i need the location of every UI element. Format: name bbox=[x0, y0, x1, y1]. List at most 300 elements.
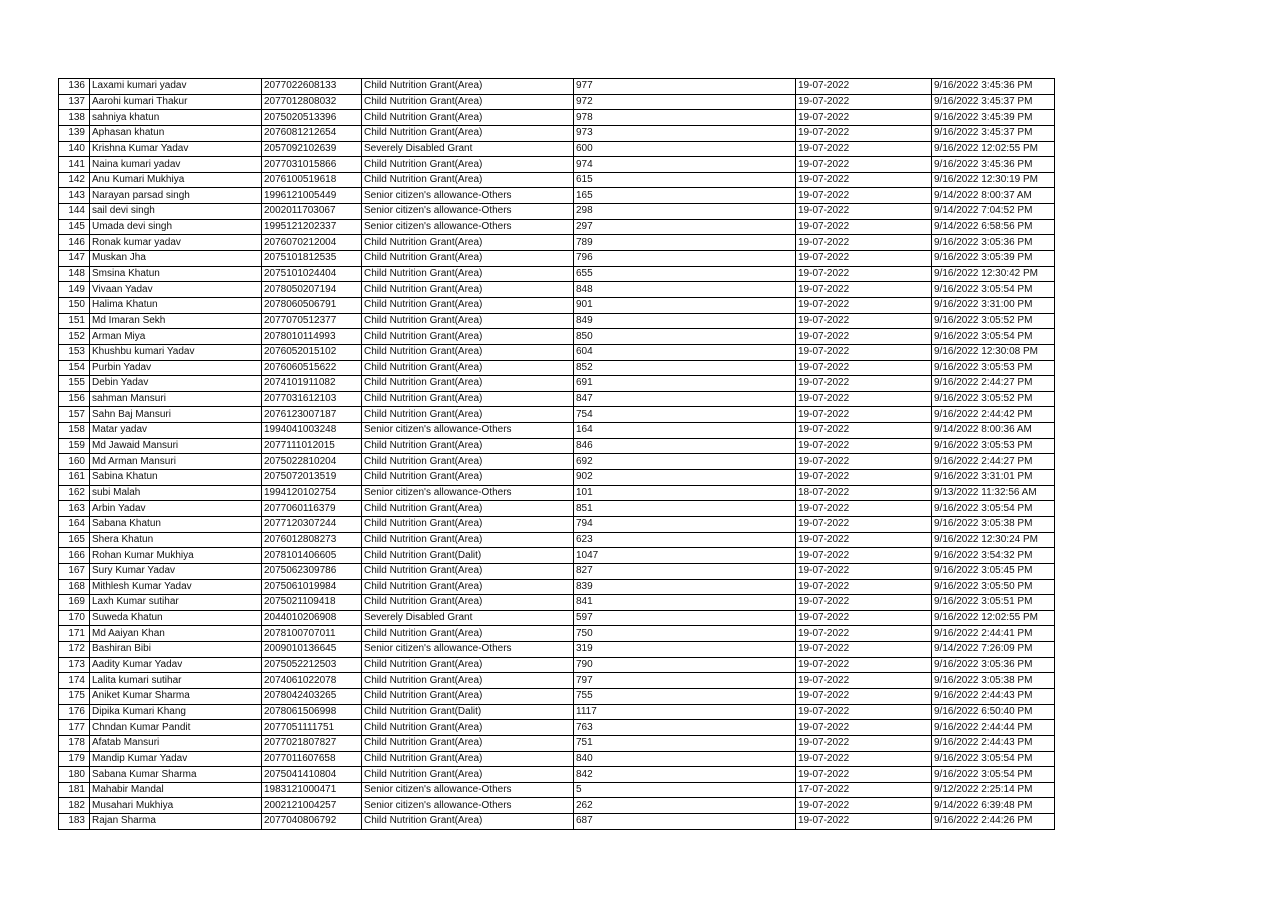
timestamp-cell: 9/14/2022 7:26:09 PM bbox=[932, 642, 1055, 658]
name-cell: Purbin Yadav bbox=[90, 360, 262, 376]
grant-type-cell: Child Nutrition Grant(Area) bbox=[362, 391, 574, 407]
id-number-cell: 2075020513396 bbox=[262, 110, 362, 126]
timestamp-cell: 9/16/2022 12:30:08 PM bbox=[932, 344, 1055, 360]
name-cell: Smsina Khatun bbox=[90, 266, 262, 282]
serial-number-cell: 171 bbox=[59, 626, 90, 642]
timestamp-cell: 9/16/2022 12:02:55 PM bbox=[932, 610, 1055, 626]
serial-number-cell: 172 bbox=[59, 642, 90, 658]
date-cell: 19-07-2022 bbox=[796, 814, 932, 830]
table-row bbox=[59, 157, 1055, 173]
grant-type-cell: Child Nutrition Grant(Area) bbox=[362, 125, 574, 141]
timestamp-cell: 9/16/2022 2:44:26 PM bbox=[932, 814, 1055, 830]
timestamp-cell: 9/16/2022 3:05:38 PM bbox=[932, 516, 1055, 532]
grant-type-cell: Child Nutrition Grant(Area) bbox=[362, 235, 574, 251]
serial-number-cell: 174 bbox=[59, 673, 90, 689]
grant-type-cell: Child Nutrition Grant(Dalit) bbox=[362, 704, 574, 720]
date-cell: 19-07-2022 bbox=[796, 720, 932, 736]
grant-type-cell: Severely Disabled Grant bbox=[362, 141, 574, 157]
grant-type-cell: Child Nutrition Grant(Area) bbox=[362, 251, 574, 267]
name-cell: Narayan parsad singh bbox=[90, 188, 262, 204]
grant-type-cell: Senior citizen's allowance-Others bbox=[362, 423, 574, 439]
serial-number-cell: 158 bbox=[59, 423, 90, 439]
timestamp-cell: 9/16/2022 3:45:36 PM bbox=[932, 79, 1055, 95]
table-row bbox=[59, 172, 1055, 188]
name-cell: Rohan Kumar Mukhiya bbox=[90, 548, 262, 564]
id-number-cell: 2076100519618 bbox=[262, 172, 362, 188]
grant-type-cell: Child Nutrition Grant(Area) bbox=[362, 282, 574, 298]
name-cell: Sabana Kumar Sharma bbox=[90, 767, 262, 783]
table-row bbox=[59, 767, 1055, 783]
id-number-cell: 2076123007187 bbox=[262, 407, 362, 423]
table-row bbox=[59, 297, 1055, 313]
name-cell: Khushbu kumari Yadav bbox=[90, 344, 262, 360]
table-row bbox=[59, 688, 1055, 704]
date-cell: 19-07-2022 bbox=[796, 579, 932, 595]
serial-number-cell: 145 bbox=[59, 219, 90, 235]
timestamp-cell: 9/16/2022 3:05:52 PM bbox=[932, 313, 1055, 329]
table-row bbox=[59, 485, 1055, 501]
amount-cell: 827 bbox=[574, 563, 796, 579]
date-cell: 19-07-2022 bbox=[796, 563, 932, 579]
id-number-cell: 2077031612103 bbox=[262, 391, 362, 407]
date-cell: 19-07-2022 bbox=[796, 595, 932, 611]
id-number-cell: 2009010136645 bbox=[262, 642, 362, 658]
id-number-cell: 2075021109418 bbox=[262, 595, 362, 611]
date-cell: 19-07-2022 bbox=[796, 219, 932, 235]
name-cell: Lalita kumari sutihar bbox=[90, 673, 262, 689]
grant-type-cell: Child Nutrition Grant(Area) bbox=[362, 313, 574, 329]
id-number-cell: 2076012808273 bbox=[262, 532, 362, 548]
amount-cell: 1117 bbox=[574, 704, 796, 720]
records-table-body bbox=[59, 79, 1055, 830]
table-row bbox=[59, 657, 1055, 673]
amount-cell: 691 bbox=[574, 376, 796, 392]
timestamp-cell: 9/16/2022 3:45:39 PM bbox=[932, 110, 1055, 126]
timestamp-cell: 9/16/2022 3:05:45 PM bbox=[932, 563, 1055, 579]
id-number-cell: 2078050207194 bbox=[262, 282, 362, 298]
date-cell: 19-07-2022 bbox=[796, 141, 932, 157]
date-cell: 19-07-2022 bbox=[796, 704, 932, 720]
serial-number-cell: 180 bbox=[59, 767, 90, 783]
table-row bbox=[59, 454, 1055, 470]
name-cell: Sahn Baj Mansuri bbox=[90, 407, 262, 423]
amount-cell: 687 bbox=[574, 814, 796, 830]
table-row bbox=[59, 204, 1055, 220]
amount-cell: 850 bbox=[574, 329, 796, 345]
table-row bbox=[59, 344, 1055, 360]
serial-number-cell: 168 bbox=[59, 579, 90, 595]
name-cell: subi Malah bbox=[90, 485, 262, 501]
date-cell: 19-07-2022 bbox=[796, 125, 932, 141]
serial-number-cell: 154 bbox=[59, 360, 90, 376]
amount-cell: 5 bbox=[574, 782, 796, 798]
serial-number-cell: 144 bbox=[59, 204, 90, 220]
timestamp-cell: 9/14/2022 8:00:37 AM bbox=[932, 188, 1055, 204]
table-row bbox=[59, 626, 1055, 642]
name-cell: Debin Yadav bbox=[90, 376, 262, 392]
name-cell: Md Imaran Sekh bbox=[90, 313, 262, 329]
amount-cell: 846 bbox=[574, 438, 796, 454]
table-row bbox=[59, 141, 1055, 157]
amount-cell: 796 bbox=[574, 251, 796, 267]
amount-cell: 839 bbox=[574, 579, 796, 595]
amount-cell: 597 bbox=[574, 610, 796, 626]
timestamp-cell: 9/16/2022 2:44:43 PM bbox=[932, 735, 1055, 751]
name-cell: Halima Khatun bbox=[90, 297, 262, 313]
amount-cell: 849 bbox=[574, 313, 796, 329]
amount-cell: 600 bbox=[574, 141, 796, 157]
amount-cell: 754 bbox=[574, 407, 796, 423]
grant-type-cell: Child Nutrition Grant(Area) bbox=[362, 376, 574, 392]
date-cell: 19-07-2022 bbox=[796, 188, 932, 204]
table-row bbox=[59, 282, 1055, 298]
table-row bbox=[59, 470, 1055, 486]
amount-cell: 763 bbox=[574, 720, 796, 736]
date-cell: 19-07-2022 bbox=[796, 516, 932, 532]
id-number-cell: 1994041003248 bbox=[262, 423, 362, 439]
timestamp-cell: 9/16/2022 3:31:01 PM bbox=[932, 470, 1055, 486]
amount-cell: 297 bbox=[574, 219, 796, 235]
date-cell: 19-07-2022 bbox=[796, 297, 932, 313]
table-row bbox=[59, 360, 1055, 376]
serial-number-cell: 147 bbox=[59, 251, 90, 267]
grant-type-cell: Child Nutrition Grant(Area) bbox=[362, 657, 574, 673]
timestamp-cell: 9/16/2022 12:30:19 PM bbox=[932, 172, 1055, 188]
amount-cell: 750 bbox=[574, 626, 796, 642]
timestamp-cell: 9/16/2022 2:44:27 PM bbox=[932, 376, 1055, 392]
table-row bbox=[59, 376, 1055, 392]
date-cell: 19-07-2022 bbox=[796, 266, 932, 282]
timestamp-cell: 9/16/2022 2:44:42 PM bbox=[932, 407, 1055, 423]
grant-type-cell: Senior citizen's allowance-Others bbox=[362, 642, 574, 658]
amount-cell: 840 bbox=[574, 751, 796, 767]
id-number-cell: 2077060116379 bbox=[262, 501, 362, 517]
table-row bbox=[59, 798, 1055, 814]
timestamp-cell: 9/16/2022 3:05:53 PM bbox=[932, 438, 1055, 454]
timestamp-cell: 9/16/2022 3:05:36 PM bbox=[932, 657, 1055, 673]
serial-number-cell: 153 bbox=[59, 344, 90, 360]
grant-type-cell: Child Nutrition Grant(Area) bbox=[362, 563, 574, 579]
date-cell: 19-07-2022 bbox=[796, 798, 932, 814]
name-cell: Sabina Khatun bbox=[90, 470, 262, 486]
id-number-cell: 2078101406605 bbox=[262, 548, 362, 564]
id-number-cell: 2077031015866 bbox=[262, 157, 362, 173]
table-row bbox=[59, 516, 1055, 532]
id-number-cell: 2076081212654 bbox=[262, 125, 362, 141]
serial-number-cell: 143 bbox=[59, 188, 90, 204]
date-cell: 19-07-2022 bbox=[796, 548, 932, 564]
id-number-cell: 2078042403265 bbox=[262, 688, 362, 704]
table-row bbox=[59, 407, 1055, 423]
name-cell: sail devi singh bbox=[90, 204, 262, 220]
name-cell: Muskan Jha bbox=[90, 251, 262, 267]
serial-number-cell: 136 bbox=[59, 79, 90, 95]
id-number-cell: 2077021807827 bbox=[262, 735, 362, 751]
timestamp-cell: 9/12/2022 2:25:14 PM bbox=[932, 782, 1055, 798]
serial-number-cell: 175 bbox=[59, 688, 90, 704]
name-cell: Arman Miya bbox=[90, 329, 262, 345]
id-number-cell: 2076070212004 bbox=[262, 235, 362, 251]
serial-number-cell: 138 bbox=[59, 110, 90, 126]
timestamp-cell: 9/13/2022 11:32:56 AM bbox=[932, 485, 1055, 501]
date-cell: 19-07-2022 bbox=[796, 610, 932, 626]
amount-cell: 974 bbox=[574, 157, 796, 173]
id-number-cell: 2074101911082 bbox=[262, 376, 362, 392]
table-row bbox=[59, 251, 1055, 267]
name-cell: Anu Kumari Mukhiya bbox=[90, 172, 262, 188]
serial-number-cell: 176 bbox=[59, 704, 90, 720]
name-cell: Aniket Kumar Sharma bbox=[90, 688, 262, 704]
table-row bbox=[59, 673, 1055, 689]
grant-type-cell: Child Nutrition Grant(Area) bbox=[362, 266, 574, 282]
serial-number-cell: 139 bbox=[59, 125, 90, 141]
name-cell: Md Aaiyan Khan bbox=[90, 626, 262, 642]
table-row bbox=[59, 751, 1055, 767]
grant-type-cell: Child Nutrition Grant(Area) bbox=[362, 673, 574, 689]
timestamp-cell: 9/16/2022 3:45:37 PM bbox=[932, 94, 1055, 110]
timestamp-cell: 9/16/2022 3:31:00 PM bbox=[932, 297, 1055, 313]
table-row bbox=[59, 720, 1055, 736]
amount-cell: 790 bbox=[574, 657, 796, 673]
name-cell: Bashiran Bibi bbox=[90, 642, 262, 658]
serial-number-cell: 170 bbox=[59, 610, 90, 626]
date-cell: 19-07-2022 bbox=[796, 532, 932, 548]
grant-type-cell: Child Nutrition Grant(Dalit) bbox=[362, 548, 574, 564]
grant-type-cell: Child Nutrition Grant(Area) bbox=[362, 110, 574, 126]
serial-number-cell: 167 bbox=[59, 563, 90, 579]
serial-number-cell: 146 bbox=[59, 235, 90, 251]
id-number-cell: 2075052212503 bbox=[262, 657, 362, 673]
id-number-cell: 2078060506791 bbox=[262, 297, 362, 313]
name-cell: Suweda Khatun bbox=[90, 610, 262, 626]
serial-number-cell: 151 bbox=[59, 313, 90, 329]
name-cell: Umada devi singh bbox=[90, 219, 262, 235]
name-cell: Laxh Kumar sutihar bbox=[90, 595, 262, 611]
serial-number-cell: 159 bbox=[59, 438, 90, 454]
id-number-cell: 1995121202337 bbox=[262, 219, 362, 235]
amount-cell: 751 bbox=[574, 735, 796, 751]
amount-cell: 797 bbox=[574, 673, 796, 689]
amount-cell: 319 bbox=[574, 642, 796, 658]
date-cell: 19-07-2022 bbox=[796, 767, 932, 783]
grant-type-cell: Child Nutrition Grant(Area) bbox=[362, 297, 574, 313]
id-number-cell: 2075101024404 bbox=[262, 266, 362, 282]
name-cell: Rajan Sharma bbox=[90, 814, 262, 830]
date-cell: 19-07-2022 bbox=[796, 282, 932, 298]
amount-cell: 847 bbox=[574, 391, 796, 407]
amount-cell: 794 bbox=[574, 516, 796, 532]
grant-type-cell: Severely Disabled Grant bbox=[362, 610, 574, 626]
timestamp-cell: 9/16/2022 3:05:54 PM bbox=[932, 767, 1055, 783]
table-row bbox=[59, 735, 1055, 751]
timestamp-cell: 9/16/2022 3:05:38 PM bbox=[932, 673, 1055, 689]
date-cell: 19-07-2022 bbox=[796, 454, 932, 470]
amount-cell: 842 bbox=[574, 767, 796, 783]
name-cell: Afatab Mansuri bbox=[90, 735, 262, 751]
date-cell: 19-07-2022 bbox=[796, 626, 932, 642]
amount-cell: 692 bbox=[574, 454, 796, 470]
name-cell: Mandip Kumar Yadav bbox=[90, 751, 262, 767]
name-cell: Md Arman Mansuri bbox=[90, 454, 262, 470]
date-cell: 17-07-2022 bbox=[796, 782, 932, 798]
id-number-cell: 2077051111751 bbox=[262, 720, 362, 736]
timestamp-cell: 9/16/2022 3:05:39 PM bbox=[932, 251, 1055, 267]
date-cell: 19-07-2022 bbox=[796, 313, 932, 329]
date-cell: 19-07-2022 bbox=[796, 344, 932, 360]
date-cell: 19-07-2022 bbox=[796, 470, 932, 486]
name-cell: Laxami kumari yadav bbox=[90, 79, 262, 95]
date-cell: 19-07-2022 bbox=[796, 360, 932, 376]
id-number-cell: 2078010114993 bbox=[262, 329, 362, 345]
serial-number-cell: 183 bbox=[59, 814, 90, 830]
serial-number-cell: 165 bbox=[59, 532, 90, 548]
table-row bbox=[59, 391, 1055, 407]
serial-number-cell: 137 bbox=[59, 94, 90, 110]
serial-number-cell: 141 bbox=[59, 157, 90, 173]
grant-type-cell: Child Nutrition Grant(Area) bbox=[362, 720, 574, 736]
serial-number-cell: 157 bbox=[59, 407, 90, 423]
table-row bbox=[59, 532, 1055, 548]
date-cell: 19-07-2022 bbox=[796, 501, 932, 517]
amount-cell: 755 bbox=[574, 688, 796, 704]
id-number-cell: 2075101812535 bbox=[262, 251, 362, 267]
timestamp-cell: 9/16/2022 3:05:54 PM bbox=[932, 501, 1055, 517]
date-cell: 19-07-2022 bbox=[796, 110, 932, 126]
name-cell: Vivaan Yadav bbox=[90, 282, 262, 298]
serial-number-cell: 178 bbox=[59, 735, 90, 751]
timestamp-cell: 9/16/2022 3:05:54 PM bbox=[932, 329, 1055, 345]
date-cell: 19-07-2022 bbox=[796, 657, 932, 673]
date-cell: 19-07-2022 bbox=[796, 329, 932, 345]
serial-number-cell: 164 bbox=[59, 516, 90, 532]
id-number-cell: 2002011703067 bbox=[262, 204, 362, 220]
name-cell: Chndan Kumar Pandit bbox=[90, 720, 262, 736]
table-row bbox=[59, 329, 1055, 345]
serial-number-cell: 150 bbox=[59, 297, 90, 313]
timestamp-cell: 9/14/2022 6:39:48 PM bbox=[932, 798, 1055, 814]
date-cell: 19-07-2022 bbox=[796, 423, 932, 439]
timestamp-cell: 9/16/2022 3:05:52 PM bbox=[932, 391, 1055, 407]
date-cell: 19-07-2022 bbox=[796, 157, 932, 173]
serial-number-cell: 181 bbox=[59, 782, 90, 798]
grant-type-cell: Child Nutrition Grant(Area) bbox=[362, 688, 574, 704]
grant-type-cell: Child Nutrition Grant(Area) bbox=[362, 470, 574, 486]
amount-cell: 851 bbox=[574, 501, 796, 517]
serial-number-cell: 162 bbox=[59, 485, 90, 501]
name-cell: Ronak kumar yadav bbox=[90, 235, 262, 251]
table-row bbox=[59, 595, 1055, 611]
date-cell: 19-07-2022 bbox=[796, 235, 932, 251]
serial-number-cell: 152 bbox=[59, 329, 90, 345]
grant-type-cell: Child Nutrition Grant(Area) bbox=[362, 501, 574, 517]
name-cell: Sabana Khatun bbox=[90, 516, 262, 532]
id-number-cell: 2078061506998 bbox=[262, 704, 362, 720]
table-row bbox=[59, 548, 1055, 564]
grant-type-cell: Child Nutrition Grant(Area) bbox=[362, 344, 574, 360]
timestamp-cell: 9/16/2022 3:45:37 PM bbox=[932, 125, 1055, 141]
timestamp-cell: 9/16/2022 2:44:41 PM bbox=[932, 626, 1055, 642]
table-row bbox=[59, 79, 1055, 95]
serial-number-cell: 166 bbox=[59, 548, 90, 564]
amount-cell: 977 bbox=[574, 79, 796, 95]
serial-number-cell: 160 bbox=[59, 454, 90, 470]
serial-number-cell: 169 bbox=[59, 595, 90, 611]
date-cell: 19-07-2022 bbox=[796, 251, 932, 267]
id-number-cell: 2077070512377 bbox=[262, 313, 362, 329]
grant-type-cell: Senior citizen's allowance-Others bbox=[362, 485, 574, 501]
timestamp-cell: 9/16/2022 12:30:24 PM bbox=[932, 532, 1055, 548]
name-cell: Arbin Yadav bbox=[90, 501, 262, 517]
table-row bbox=[59, 219, 1055, 235]
timestamp-cell: 9/16/2022 2:44:27 PM bbox=[932, 454, 1055, 470]
table-row bbox=[59, 814, 1055, 830]
timestamp-cell: 9/14/2022 7:04:52 PM bbox=[932, 204, 1055, 220]
serial-number-cell: 156 bbox=[59, 391, 90, 407]
name-cell: Md Jawaid Mansuri bbox=[90, 438, 262, 454]
date-cell: 19-07-2022 bbox=[796, 94, 932, 110]
id-number-cell: 1994120102754 bbox=[262, 485, 362, 501]
timestamp-cell: 9/16/2022 2:44:43 PM bbox=[932, 688, 1055, 704]
date-cell: 18-07-2022 bbox=[796, 485, 932, 501]
name-cell: Mithlesh Kumar Yadav bbox=[90, 579, 262, 595]
timestamp-cell: 9/16/2022 3:05:53 PM bbox=[932, 360, 1055, 376]
id-number-cell: 2076060515622 bbox=[262, 360, 362, 376]
grant-type-cell: Child Nutrition Grant(Area) bbox=[362, 532, 574, 548]
id-number-cell: 1996121005449 bbox=[262, 188, 362, 204]
table-row bbox=[59, 235, 1055, 251]
id-number-cell: 2077022608133 bbox=[262, 79, 362, 95]
records-table bbox=[58, 78, 1055, 830]
date-cell: 19-07-2022 bbox=[796, 438, 932, 454]
serial-number-cell: 155 bbox=[59, 376, 90, 392]
table-row bbox=[59, 704, 1055, 720]
date-cell: 19-07-2022 bbox=[796, 407, 932, 423]
id-number-cell: 2075041410804 bbox=[262, 767, 362, 783]
id-number-cell: 2057092102639 bbox=[262, 141, 362, 157]
name-cell: Aarohi kumari Thakur bbox=[90, 94, 262, 110]
amount-cell: 623 bbox=[574, 532, 796, 548]
grant-type-cell: Child Nutrition Grant(Area) bbox=[362, 438, 574, 454]
id-number-cell: 2077120307244 bbox=[262, 516, 362, 532]
table-row bbox=[59, 188, 1055, 204]
amount-cell: 973 bbox=[574, 125, 796, 141]
id-number-cell: 2077012808032 bbox=[262, 94, 362, 110]
timestamp-cell: 9/16/2022 12:02:55 PM bbox=[932, 141, 1055, 157]
amount-cell: 1047 bbox=[574, 548, 796, 564]
name-cell: Shera Khatun bbox=[90, 532, 262, 548]
id-number-cell: 2075062309786 bbox=[262, 563, 362, 579]
timestamp-cell: 9/16/2022 2:44:44 PM bbox=[932, 720, 1055, 736]
amount-cell: 789 bbox=[574, 235, 796, 251]
amount-cell: 262 bbox=[574, 798, 796, 814]
date-cell: 19-07-2022 bbox=[796, 673, 932, 689]
grant-type-cell: Child Nutrition Grant(Area) bbox=[362, 329, 574, 345]
name-cell: sahman Mansuri bbox=[90, 391, 262, 407]
date-cell: 19-07-2022 bbox=[796, 688, 932, 704]
grant-type-cell: Child Nutrition Grant(Area) bbox=[362, 407, 574, 423]
amount-cell: 972 bbox=[574, 94, 796, 110]
id-number-cell: 2075061019984 bbox=[262, 579, 362, 595]
grant-type-cell: Child Nutrition Grant(Area) bbox=[362, 360, 574, 376]
date-cell: 19-07-2022 bbox=[796, 204, 932, 220]
amount-cell: 165 bbox=[574, 188, 796, 204]
amount-cell: 655 bbox=[574, 266, 796, 282]
timestamp-cell: 9/16/2022 6:50:40 PM bbox=[932, 704, 1055, 720]
grant-type-cell: Child Nutrition Grant(Area) bbox=[362, 79, 574, 95]
table-row bbox=[59, 94, 1055, 110]
name-cell: Sury Kumar Yadav bbox=[90, 563, 262, 579]
name-cell: Musahari Mukhiya bbox=[90, 798, 262, 814]
